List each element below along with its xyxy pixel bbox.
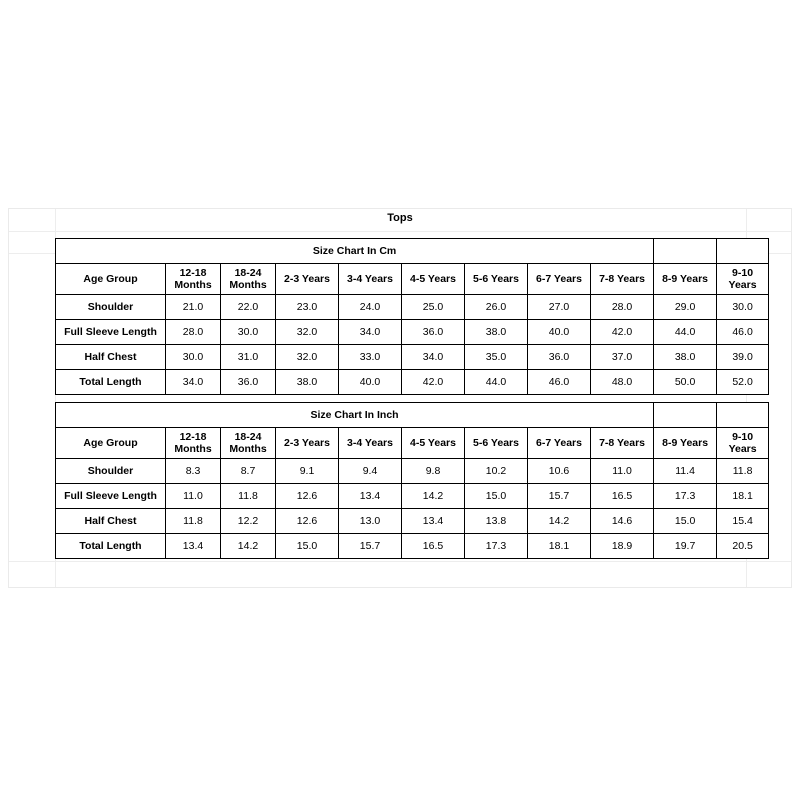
- table-cell: 12.2: [221, 509, 276, 534]
- column-header: 5-6 Years: [465, 428, 528, 459]
- table-cell: 31.0: [221, 345, 276, 370]
- table-cell: 15.0: [654, 509, 717, 534]
- column-header: 3-4 Years: [339, 264, 402, 295]
- row-label: Half Chest: [56, 509, 166, 534]
- column-header: 12-18 Months: [166, 428, 221, 459]
- table-row: [56, 370, 769, 395]
- table-cell: 50.0: [654, 370, 717, 395]
- table-cell: 32.0: [276, 345, 339, 370]
- column-header: 6-7 Years: [528, 428, 591, 459]
- table-cell: 38.0: [276, 370, 339, 395]
- table-cell: 36.0: [221, 370, 276, 395]
- table-cell: 13.4: [339, 484, 402, 509]
- row-label: Shoulder: [56, 459, 166, 484]
- table-row: [56, 295, 769, 320]
- table-cell: 16.5: [402, 534, 465, 559]
- table-cell: 13.4: [402, 509, 465, 534]
- table-cell: 36.0: [528, 345, 591, 370]
- table-cell: 27.0: [528, 295, 591, 320]
- table-cell: 18.9: [591, 534, 654, 559]
- table-cell: 9.1: [276, 459, 339, 484]
- table-cell: 36.0: [402, 320, 465, 345]
- table-cell: 14.2: [528, 509, 591, 534]
- table-cell: 11.0: [166, 484, 221, 509]
- table-cell: 38.0: [654, 345, 717, 370]
- table-cell: 15.7: [528, 484, 591, 509]
- table-caption-row: [56, 239, 769, 264]
- size-chart-cm-table: [55, 238, 769, 395]
- table-cell: 35.0: [465, 345, 528, 370]
- table-cell: 44.0: [465, 370, 528, 395]
- table-cell: 15.0: [465, 484, 528, 509]
- table-cell: 17.3: [465, 534, 528, 559]
- column-header: 8-9 Years: [654, 428, 717, 459]
- table-cell: 52.0: [717, 370, 769, 395]
- column-header: 12-18 Months: [166, 264, 221, 295]
- table-cell: 12.6: [276, 484, 339, 509]
- spacer-cell: [654, 239, 717, 264]
- row-label: Full Sleeve Length: [56, 320, 166, 345]
- table-caption: Size Chart In Cm: [56, 239, 654, 264]
- table-cell: 46.0: [528, 370, 591, 395]
- row-label: Shoulder: [56, 295, 166, 320]
- table-cell: 34.0: [339, 320, 402, 345]
- table-cell: 13.0: [339, 509, 402, 534]
- table-cell: 34.0: [166, 370, 221, 395]
- column-header: 2-3 Years: [276, 428, 339, 459]
- table-cell: 40.0: [528, 320, 591, 345]
- column-header: 4-5 Years: [402, 428, 465, 459]
- table-cell: 37.0: [591, 345, 654, 370]
- spacer-cell: [654, 403, 717, 428]
- table-row: [56, 345, 769, 370]
- table-row: [56, 459, 769, 484]
- table-cell: 46.0: [717, 320, 769, 345]
- column-header: 3-4 Years: [339, 428, 402, 459]
- table-cell: 48.0: [591, 370, 654, 395]
- table-cell: 14.6: [591, 509, 654, 534]
- table-cell: 16.5: [591, 484, 654, 509]
- table-cell: 11.0: [591, 459, 654, 484]
- column-header: 9-10 Years: [717, 264, 769, 295]
- row-label: Total Length: [56, 534, 166, 559]
- table-cell: 29.0: [654, 295, 717, 320]
- table-cell: 30.0: [221, 320, 276, 345]
- table-cell: 11.4: [654, 459, 717, 484]
- table-cell: 44.0: [654, 320, 717, 345]
- table-cell: 21.0: [166, 295, 221, 320]
- table-cell: 10.6: [528, 459, 591, 484]
- table-cell: 42.0: [591, 320, 654, 345]
- page-title: Tops: [387, 212, 413, 224]
- table-cell: 13.8: [465, 509, 528, 534]
- table-cell: 15.7: [339, 534, 402, 559]
- table-row: [56, 534, 769, 559]
- table-cell: 11.8: [221, 484, 276, 509]
- spacer-cell: [717, 239, 769, 264]
- table-cell: 33.0: [339, 345, 402, 370]
- column-header: 18-24 Months: [221, 264, 276, 295]
- table-cell: 15.0: [276, 534, 339, 559]
- table-header-row: [56, 264, 769, 295]
- table-cell: 13.4: [166, 534, 221, 559]
- size-chart-inch-table: [55, 402, 769, 559]
- table-cell: 11.8: [166, 509, 221, 534]
- table-cell: 9.4: [339, 459, 402, 484]
- column-header: 8-9 Years: [654, 264, 717, 295]
- column-header: 2-3 Years: [276, 264, 339, 295]
- table-cell: 20.5: [717, 534, 769, 559]
- table-caption: Size Chart In Inch: [56, 403, 654, 428]
- table-cell: 9.8: [402, 459, 465, 484]
- column-header: Age Group: [56, 264, 166, 295]
- column-header: Age Group: [56, 428, 166, 459]
- table-cell: 19.7: [654, 534, 717, 559]
- column-header: 5-6 Years: [465, 264, 528, 295]
- table-cell: 28.0: [591, 295, 654, 320]
- column-header: 18-24 Months: [221, 428, 276, 459]
- table-cell: 30.0: [717, 295, 769, 320]
- table-cell: 40.0: [339, 370, 402, 395]
- column-header: 7-8 Years: [591, 428, 654, 459]
- table-cell: 23.0: [276, 295, 339, 320]
- spacer-cell: [717, 403, 769, 428]
- table-cell: 8.3: [166, 459, 221, 484]
- table-cell: 28.0: [166, 320, 221, 345]
- table-cell: 30.0: [166, 345, 221, 370]
- table-cell: 18.1: [717, 484, 769, 509]
- table-cell: 42.0: [402, 370, 465, 395]
- column-header: 9-10 Years: [717, 428, 769, 459]
- table-cell: 39.0: [717, 345, 769, 370]
- table-cell: 24.0: [339, 295, 402, 320]
- table-cell: 18.1: [528, 534, 591, 559]
- table-row: [56, 509, 769, 534]
- column-header: 6-7 Years: [528, 264, 591, 295]
- table-cell: 12.6: [276, 509, 339, 534]
- table-cell: 32.0: [276, 320, 339, 345]
- table-row: [56, 320, 769, 345]
- table-row: [56, 484, 769, 509]
- column-header: 4-5 Years: [402, 264, 465, 295]
- table-cell: 25.0: [402, 295, 465, 320]
- table-cell: 8.7: [221, 459, 276, 484]
- table-cell: 10.2: [465, 459, 528, 484]
- row-label: Half Chest: [56, 345, 166, 370]
- table-cell: 34.0: [402, 345, 465, 370]
- table-cell: 26.0: [465, 295, 528, 320]
- table-caption-row: [56, 403, 769, 428]
- table-cell: 14.2: [402, 484, 465, 509]
- table-cell: 14.2: [221, 534, 276, 559]
- table-cell: 22.0: [221, 295, 276, 320]
- table-cell: 17.3: [654, 484, 717, 509]
- table-cell: 38.0: [465, 320, 528, 345]
- table-header-row: [56, 428, 769, 459]
- table-cell: 11.8: [717, 459, 769, 484]
- row-label: Total Length: [56, 370, 166, 395]
- column-header: 7-8 Years: [591, 264, 654, 295]
- table-cell: 15.4: [717, 509, 769, 534]
- row-label: Full Sleeve Length: [56, 484, 166, 509]
